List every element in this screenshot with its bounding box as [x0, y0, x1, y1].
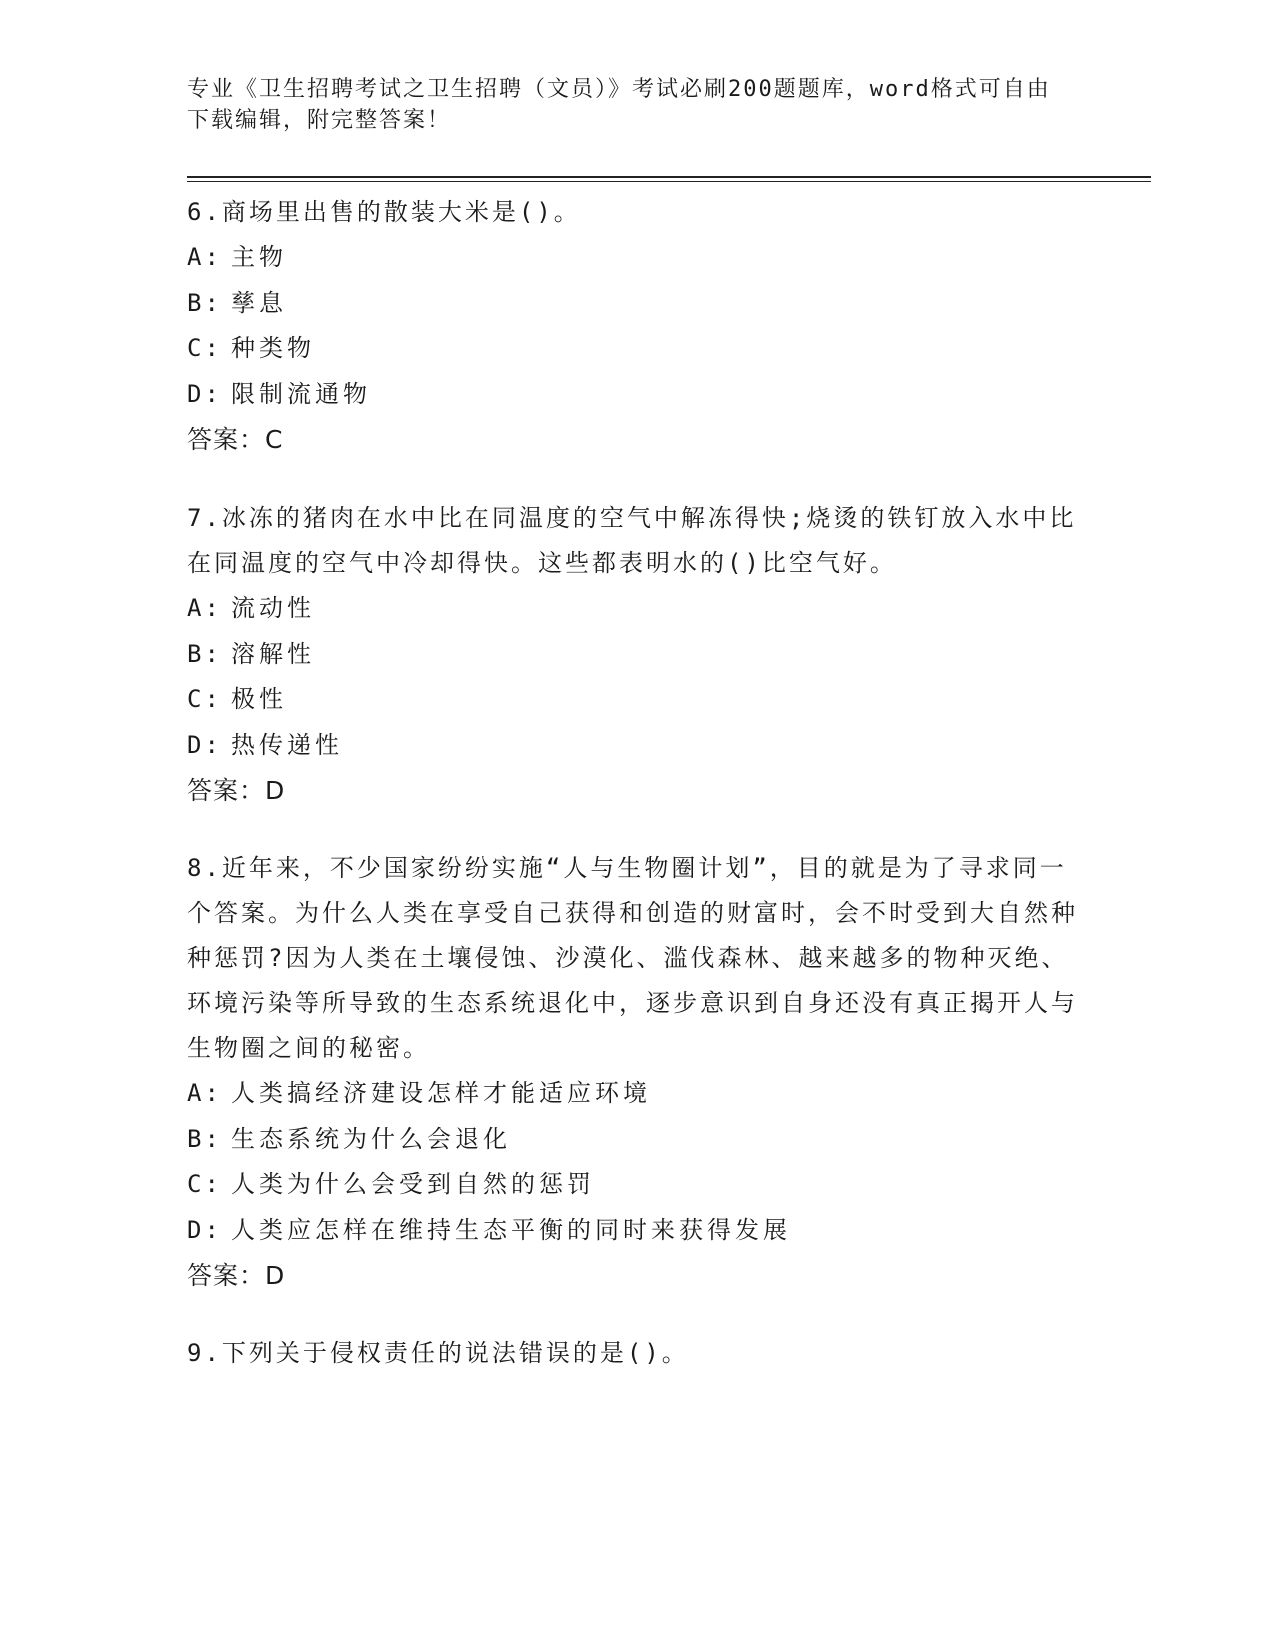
question-stem: 7.冰冻的猪肉在水中比在同温度的空气中解冻得快;烧烫的铁钉放入水中比在同温度的空气中冷却得快。这些都表明水的()比空气好。: [187, 504, 1077, 577]
option-letter: D:: [187, 1215, 222, 1244]
option-text: 生态系统为什么会退化: [231, 1124, 511, 1153]
option-text: 限制流通物: [231, 379, 371, 408]
answer-value: C: [265, 425, 284, 454]
option-d: [187, 372, 1087, 418]
option-text: 种类物: [231, 334, 315, 362]
option-letter: C:: [187, 1170, 222, 1198]
option-letter: C:: [187, 685, 222, 713]
question-7: [187, 496, 1087, 813]
option-b: [187, 281, 1087, 327]
option-text: 热传递性: [231, 730, 343, 759]
option-text: 人类为什么会受到自然的惩罚: [231, 1170, 595, 1198]
option-text: 溶解性: [231, 639, 315, 668]
option-letter: A:: [187, 1079, 222, 1107]
option-d: [187, 723, 1087, 769]
option-a: [187, 1071, 1087, 1117]
option-c: [187, 326, 1087, 372]
answer-line: [187, 417, 1087, 462]
option-text: 流动性: [231, 594, 315, 622]
answer-label: 答案：: [187, 425, 266, 454]
option-text: 孳息: [231, 288, 287, 317]
option-c: [187, 677, 1087, 723]
answer-label: 答案：: [187, 776, 266, 805]
question-stem: 8.近年来，不少国家纷纷实施“人与生物圈计划”，目的就是为了寻求同一个答案。为什么人类在享受自己获得和创造的财富时，会不时受到大自然种种惩罚?因为人类在土壤侵蚀、沙漠化、滥伐森林、越来越多的物种灭绝、环境污染等所导致的生态系统退化中，逐步意识到自身还没有真正揭开人与生物圈之间的秘密。: [187, 854, 1078, 1062]
option-letter: B:: [187, 288, 222, 317]
option-d: [187, 1208, 1087, 1254]
option-letter: B:: [187, 639, 222, 668]
question-8: [187, 846, 1087, 1298]
header-rule-thick: [187, 176, 1151, 178]
question-stem: 6.商场里出售的散装大米是()。: [187, 198, 581, 226]
option-text: 人类应怎样在维持生态平衡的同时来获得发展: [231, 1215, 791, 1244]
header-text: 专业《卫生招聘考试之卫生招聘（文员）》考试必刷200题题库，word格式可自由下载编辑，附完整答案！: [187, 77, 1051, 133]
question-list: [187, 190, 1087, 1409]
option-b: [187, 632, 1087, 678]
answer-line: [187, 768, 1087, 813]
answer-label: 答案：: [187, 1261, 266, 1290]
header-rule-thin: [187, 181, 1151, 182]
option-c: [187, 1162, 1087, 1208]
option-a: [187, 586, 1087, 632]
answer-line: [187, 1253, 1087, 1298]
option-letter: A:: [187, 243, 222, 271]
document-header: [187, 74, 1067, 136]
option-text: 极性: [231, 685, 287, 713]
question-9: [187, 1331, 1087, 1376]
option-letter: C:: [187, 334, 222, 362]
option-text: 人类搞经济建设怎样才能适应环境: [231, 1079, 651, 1107]
option-letter: D:: [187, 379, 222, 408]
answer-value: D: [265, 1261, 286, 1290]
option-letter: D:: [187, 730, 222, 759]
answer-value: D: [265, 776, 286, 805]
option-letter: B:: [187, 1124, 222, 1153]
question-6: [187, 190, 1087, 462]
option-b: [187, 1117, 1087, 1163]
option-text: 主物: [231, 243, 287, 271]
option-letter: A:: [187, 594, 222, 622]
option-a: [187, 235, 1087, 281]
question-stem: 9.下列关于侵权责任的说法错误的是()。: [187, 1339, 689, 1367]
